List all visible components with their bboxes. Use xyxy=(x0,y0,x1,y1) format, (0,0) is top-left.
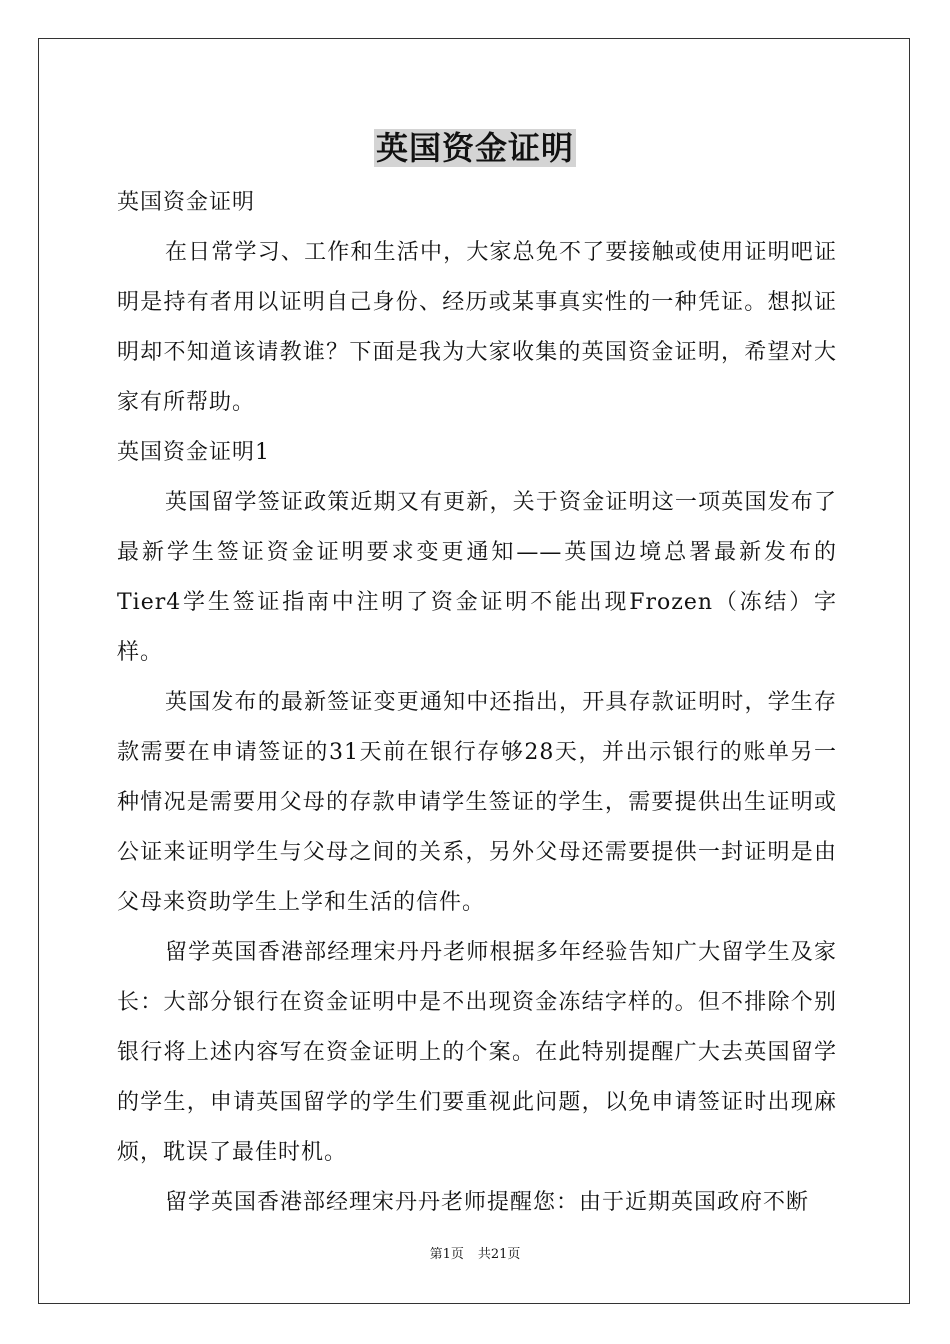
paragraph: 在日常学习、工作和生活中，大家总免不了要接触或使用证明吧证明是持有者用以证明自己身份、经历或某事真实性的一种凭证。想拟证明却不知道该请教谁？下面是我为大家收集的英国资金证明，希望对大家有所帮助。 xyxy=(117,240,837,415)
page-footer xyxy=(0,1246,950,1264)
document-title-text: 英国资金证明 xyxy=(375,129,574,167)
paragraph: 英国留学签证政策近期又有更新，关于资金证明这一项英国发布了最新学生签证资金证明要求变更通知——英国边境总署最新发布的Tier4学生签证指南中注明了资金证明不能出现Frozen（冻结）字样。 xyxy=(117,490,837,665)
document-body xyxy=(117,178,837,1228)
document-title xyxy=(0,126,950,170)
paragraph: 英国发布的最新签证变更通知中还指出，开具存款证明时，学生存款需要在申请签证的31天前在银行存够28天，并出示银行的账单另一种情况是需要用父母的存款申请学生签证的学生，需要提供出生证明或公证来证明学生与父母之间的关系，另外父母还需要提供一封证明是由父母来资助学生上学和生活的信件。 xyxy=(117,690,837,915)
paragraph: 留学英国香港部经理宋丹丹老师提醒您：由于近期英国政府不断 xyxy=(165,1190,810,1215)
paragraph: 留学英国香港部经理宋丹丹老师根据多年经验告知广大留学生及家长：大部分银行在资金证明中是不出现资金冻结字样的。但不排除个别银行将上述内容写在资金证明上的个案。在此特别提醒广大去英国留学的学生，申请英国留学的学生们要重视此问题，以免申请签证时出现麻烦，耽误了最佳时机。 xyxy=(117,940,837,1165)
page-number: 第1页 xyxy=(429,1247,464,1262)
paragraph-heading: 英国资金证明 xyxy=(117,190,256,215)
page-total: 共21页 xyxy=(477,1247,521,1262)
section-heading: 英国资金证明1 xyxy=(117,440,270,465)
